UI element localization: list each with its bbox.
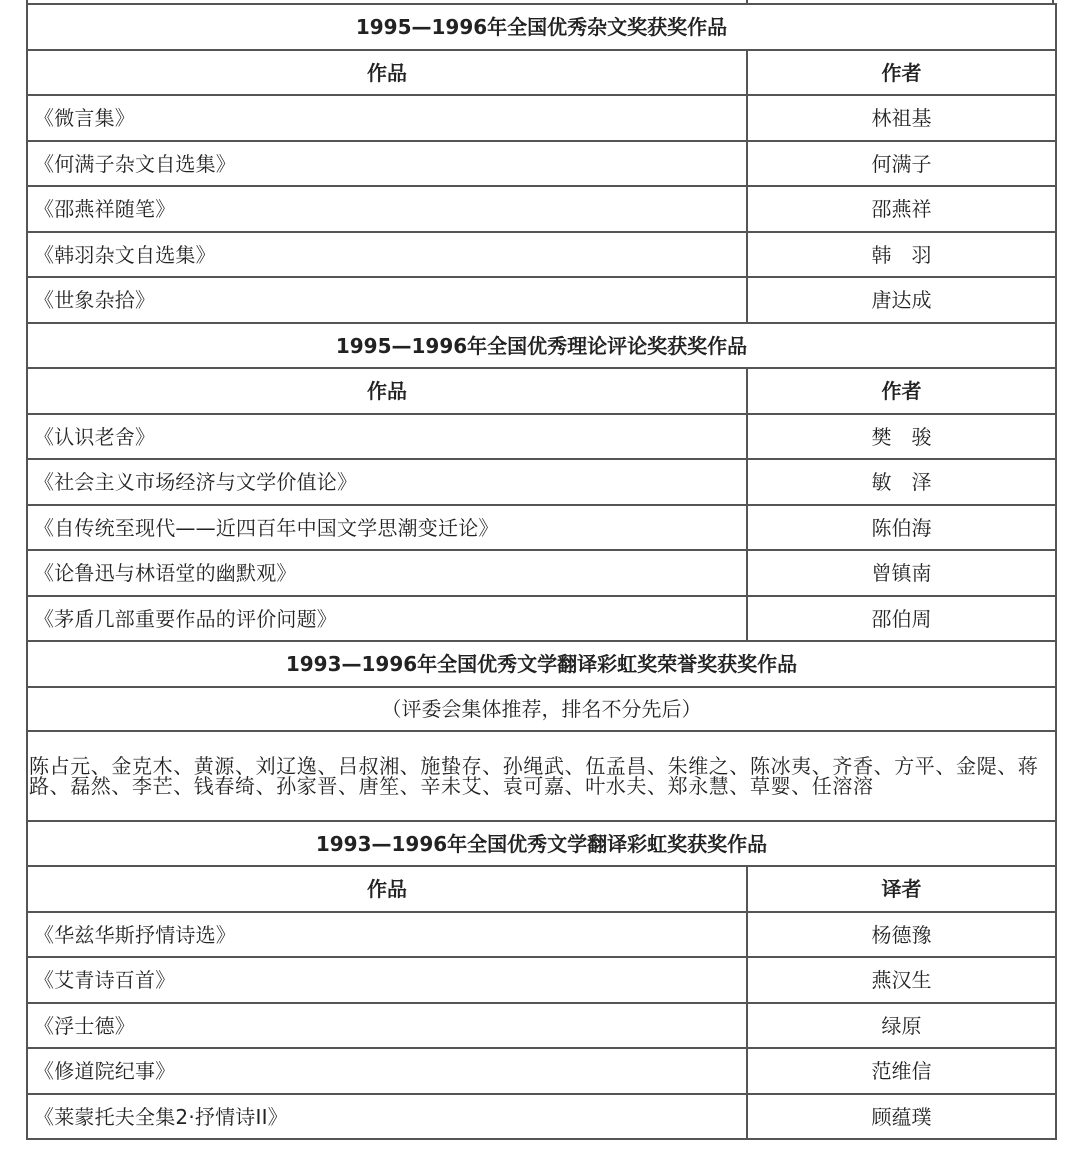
author-name: 敏 泽 [747,459,1056,505]
table-row [27,95,1056,141]
column-header-work: 作品 [27,368,747,414]
column-header-row [27,368,1056,414]
honor-names: 陈占元、金克木、黄源、刘辽逸、吕叔湘、施蛰存、孙绳武、伍孟昌、朱维之、陈冰夷、齐香、方平、金隄、蒋路、磊然、李芒、钱春绮、孙家晋、唐笙、辛未艾、袁可嘉、叶水夫、郑永慧、草婴、任溶溶 [27,731,1056,821]
translator-name: 范维信 [747,1048,1056,1094]
work-title: 《茅盾几部重要作品的评价问题》 [27,596,747,641]
author-name: 邵伯周 [747,596,1056,641]
column-header-author: 作者 [747,368,1056,414]
section-title-row [27,821,1056,866]
honor-names-row [27,731,1056,821]
author-name: 邵燕祥 [747,186,1056,232]
work-title: 《社会主义市场经济与文学价值论》 [27,459,747,505]
awards-table [26,3,1057,1140]
translator-name: 杨德豫 [747,912,1056,957]
honor-note: （评委会集体推荐，排名不分先后） [27,687,1056,731]
table-row [27,459,1056,505]
table-row [27,277,1056,323]
author-name: 韩 羽 [747,232,1056,277]
table-row [27,957,1056,1003]
column-header-translator: 译者 [747,866,1056,912]
table-row [27,141,1056,186]
section-title-row [27,641,1056,687]
column-header-row [27,50,1056,95]
author-name: 曾镇南 [747,550,1056,596]
note-row [27,687,1056,731]
work-title: 《邵燕祥随笔》 [27,186,747,232]
author-name: 樊 骏 [747,414,1056,459]
table-row [27,414,1056,459]
work-title: 《华兹华斯抒情诗选》 [27,912,747,957]
work-title: 《认识老舍》 [27,414,747,459]
table-row [27,232,1056,277]
translator-name: 绿原 [747,1003,1056,1048]
work-title: 《何满子杂文自选集》 [27,141,747,186]
work-title: 《微言集》 [27,95,747,141]
column-header-work: 作品 [27,866,747,912]
table-row [27,912,1056,957]
work-title: 《自传统至现代——近四百年中国文学思潮变迁论》 [27,505,747,550]
section-title-row [27,4,1056,50]
work-title: 《韩羽杂文自选集》 [27,232,747,277]
table-row [27,505,1056,550]
work-title: 《修道院纪事》 [27,1048,747,1094]
author-name: 唐达成 [747,277,1056,323]
column-header-row [27,866,1056,912]
work-title: 《世象杂拾》 [27,277,747,323]
table-row [27,1048,1056,1094]
section-title-row [27,323,1056,368]
section-title-satire: 1995—1996年全国优秀杂文奖获奖作品 [27,4,1056,50]
author-name: 何满子 [747,141,1056,186]
table-row [27,1003,1056,1048]
work-title: 《浮士德》 [27,1003,747,1048]
section-title-translation: 1993—1996年全国优秀文学翻译彩虹奖获奖作品 [27,821,1056,866]
table-row [27,550,1056,596]
translator-name: 燕汉生 [747,957,1056,1003]
section-title-criticism: 1995—1996年全国优秀理论评论奖获奖作品 [27,323,1056,368]
section-title-honor: 1993—1996年全国优秀文学翻译彩虹奖荣誉奖获奖作品 [27,641,1056,687]
author-name: 陈伯海 [747,505,1056,550]
work-title: 《莱蒙托夫全集2·抒情诗II》 [27,1094,747,1139]
work-title: 《论鲁迅与林语堂的幽默观》 [27,550,747,596]
table-row [27,1094,1056,1139]
table-row [27,596,1056,641]
column-header-author: 作者 [747,50,1056,95]
table-row [27,186,1056,232]
translator-name: 顾蕴璞 [747,1094,1056,1139]
author-name: 林祖基 [747,95,1056,141]
column-header-work: 作品 [27,50,747,95]
work-title: 《艾青诗百首》 [27,957,747,1003]
